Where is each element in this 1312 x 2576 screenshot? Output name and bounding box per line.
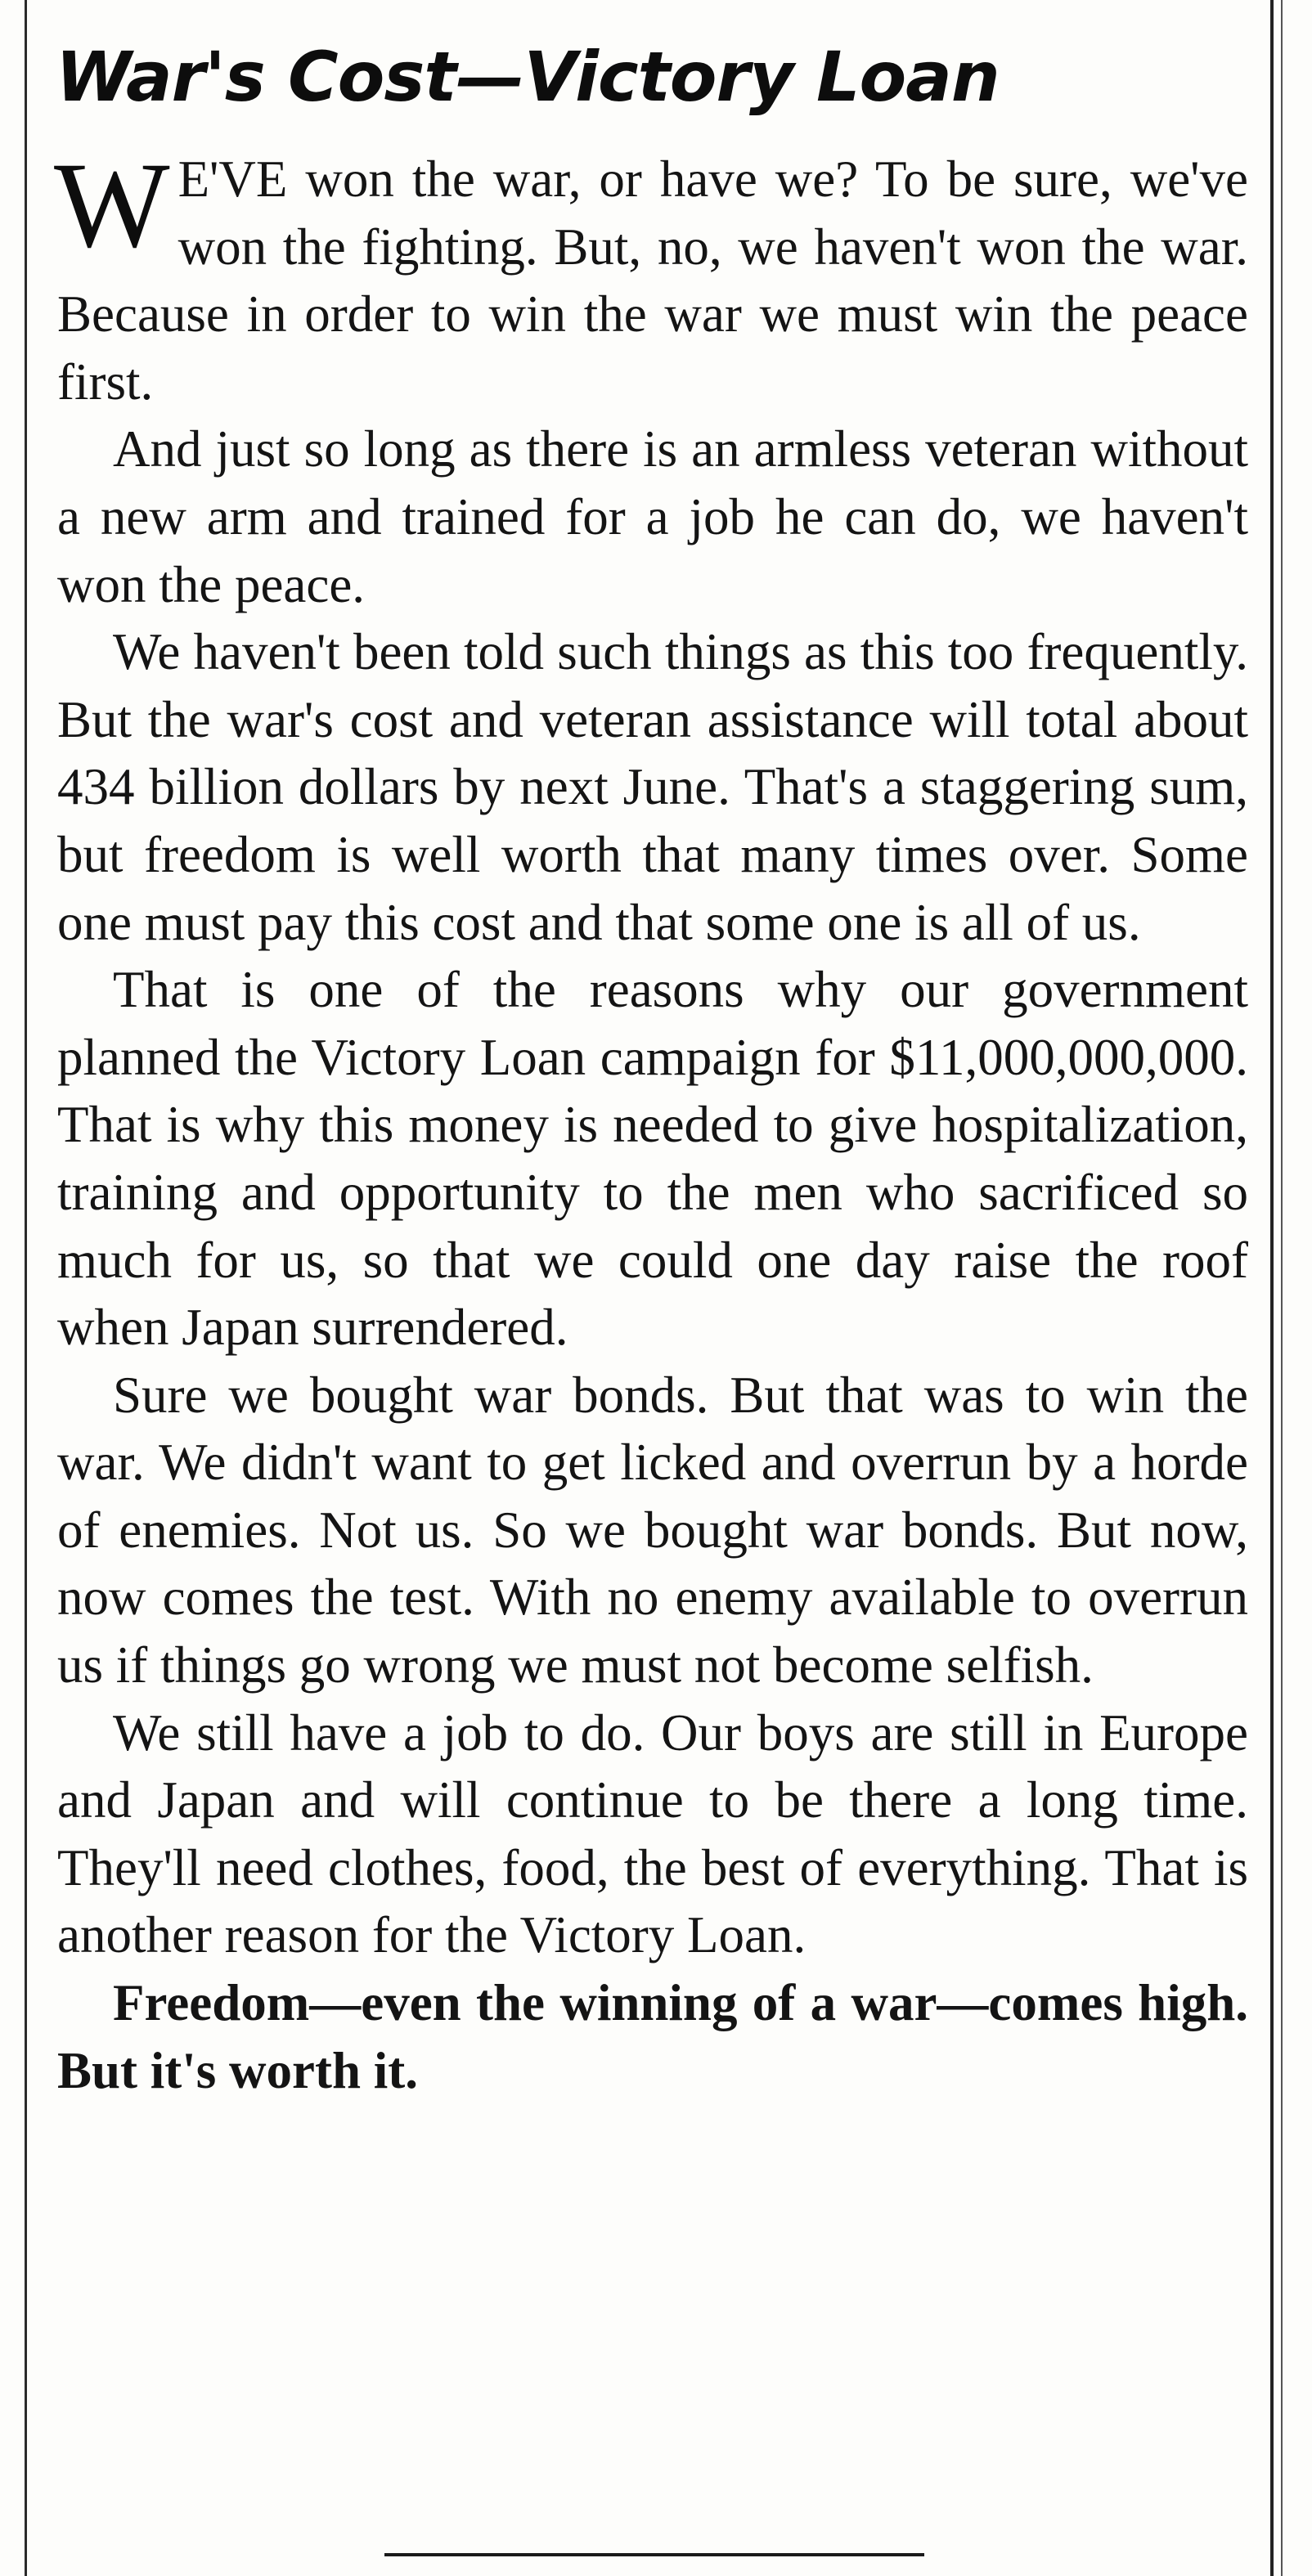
paragraph-text: E'VE won the war, or have we? To be sure, we've won the fighting. But, no, we haven't won the war. Because in order to win the war we must win the peace first. xyxy=(57,150,1248,411)
article-paragraph-5: Sure we bought war bonds. But that was to win the war. We didn't want to get licked and overrun by a horde of enemies. Not us. So we bought war bonds. But now, now comes the test. With no enemy available to overrun us if things go wrong we must not become selfish. xyxy=(57,1366,1248,1694)
article-paragraph-2: And just so long as there is an armless veteran without a new arm and trained for a job he can do, we haven't won the peace. xyxy=(57,420,1248,613)
closing-rule xyxy=(384,2553,924,2556)
article-body xyxy=(54,137,1248,2104)
article-paragraph-4: That is one of the reasons why our government planned the Victory Loan campaign for $11,000,000,000. That is why this money is needed to give hospitalization, training and opportunity to the men who sacrificed so much for us, so that we could one day raise the roof when Japan surrendered. xyxy=(57,961,1248,1357)
article-paragraph-1 xyxy=(54,137,1248,415)
article-headline: War's Cost—Victory Loan xyxy=(56,37,1000,117)
article-paragraph-6: We still have a job to do. Our boys are still in Europe and Japan and will continue to be there a long time. They'll need clothes, food, the best of everything. That is another reason for the Victory Loan. xyxy=(57,1703,1248,1964)
right-column-rule xyxy=(1270,0,1274,2576)
right-column-rule-inner xyxy=(1281,0,1283,2576)
left-column-rule xyxy=(25,0,27,2576)
drop-cap: W xyxy=(54,137,170,273)
article-paragraph-3: We haven't been told such things as this too frequently. But the war's cost and veteran assistance will total about 434 billion dollars by next June. That's a staggering sum, but freedom is well worth that many times over. Some one must pay this cost and that some one is all of us. xyxy=(57,623,1248,951)
article-paragraph-7: Freedom—even the winning of a war—comes high. But it's worth it. xyxy=(57,1974,1248,2099)
